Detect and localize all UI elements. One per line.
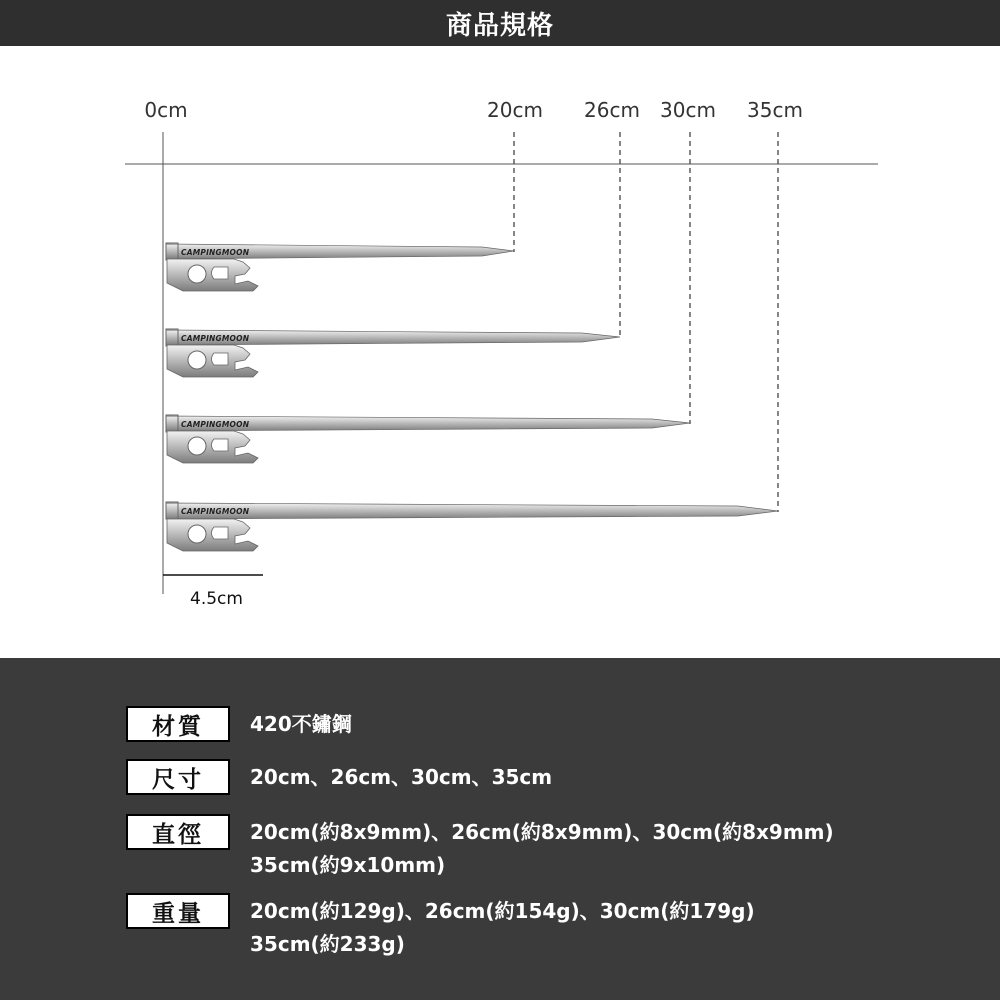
spec-table <box>0 658 1000 1000</box>
stake-35cm <box>166 502 778 551</box>
spec-value-material: 420不鏽鋼 <box>250 712 352 736</box>
spec-label-diameter: 直徑 <box>126 814 230 850</box>
head-width-label: 4.5cm <box>190 589 243 609</box>
spec-label-material: 材質 <box>126 706 230 742</box>
brand-engraving: CAMPINGMOON <box>181 420 250 429</box>
spec-label-weight: 重量 <box>126 893 230 929</box>
tick-0cm: 0cm <box>144 98 188 122</box>
brand-engraving: CAMPINGMOON <box>181 507 250 516</box>
spec-value-diameter-line2: 35cm(約9x10mm) <box>250 853 446 877</box>
brand-engraving: CAMPINGMOON <box>181 334 250 343</box>
size-diagram <box>0 46 1000 658</box>
brand-engraving: CAMPINGMOON <box>181 248 250 257</box>
tick-30cm: 30cm <box>660 98 716 122</box>
tick-20cm: 20cm <box>487 98 543 122</box>
diagram-graphics <box>0 46 1000 658</box>
spec-value-weight-line1: 20cm(約129g)、26cm(約154g)、30cm(約179g) <box>250 899 755 923</box>
tick-26cm: 26cm <box>584 98 640 122</box>
spec-value-diameter-line1: 20cm(約8x9mm)、26cm(約8x9mm)、30cm(約8x9mm) <box>250 820 834 844</box>
tick-35cm: 35cm <box>747 98 803 122</box>
spec-value-weight-line2: 35cm(約233g) <box>250 932 405 956</box>
page-header <box>0 0 1000 46</box>
spec-value-size: 20cm、26cm、30cm、35cm <box>250 765 553 789</box>
page-title: 商品規格 <box>445 10 554 41</box>
spec-label-size: 尺寸 <box>126 759 230 795</box>
